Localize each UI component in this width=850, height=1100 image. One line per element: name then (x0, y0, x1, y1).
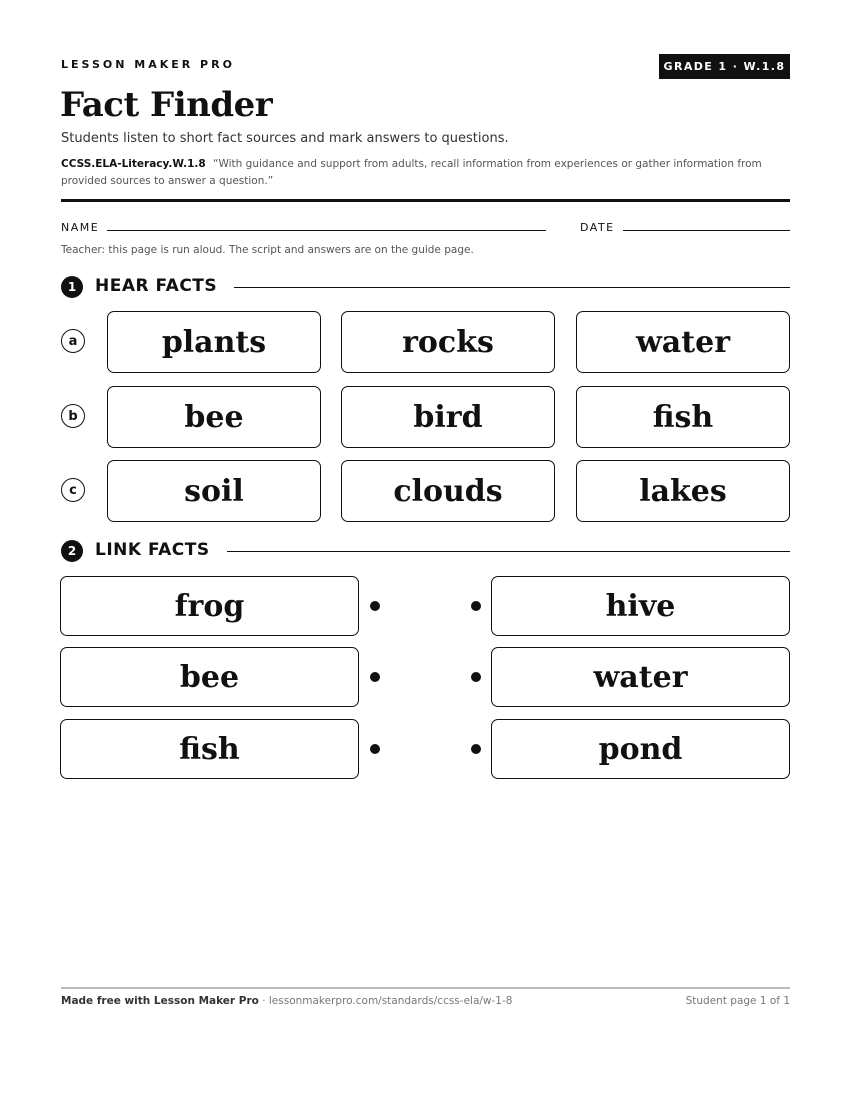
row-letter-a: a (61, 329, 85, 353)
footer-divider (61, 987, 790, 989)
match-right-card[interactable]: pond (491, 719, 790, 779)
answer-option-card[interactable]: soil (107, 460, 321, 522)
answer-option-card[interactable]: bird (341, 386, 555, 448)
match-dot-right[interactable] (471, 744, 481, 754)
standard-text: “With guidance and support from adults, recall information from experiences or gather information from provided sources to answer a question.” (61, 158, 762, 187)
section-title: LINK FACTS (95, 540, 210, 560)
section-title: HEAR FACTS (95, 276, 218, 296)
grade-badge: GRADE 1 · W.1.8 (659, 54, 790, 79)
section-divider (234, 287, 790, 288)
section-number-badge: 2 (61, 540, 83, 562)
name-field[interactable] (107, 230, 546, 231)
match-left-card[interactable]: frog (60, 576, 359, 636)
footer-separator: · (258, 995, 269, 1007)
answer-option-card[interactable]: plants (107, 311, 321, 373)
match-right-card[interactable]: hive (491, 576, 790, 636)
name-label: NAME (61, 221, 100, 234)
footer-credit (61, 995, 512, 1007)
match-dot-left[interactable] (370, 672, 380, 682)
standard-code: CCSS.ELA-Literacy.W.1.8 (61, 158, 206, 170)
section-divider (227, 551, 790, 552)
page-subtitle: Students listen to short fact sources and mark answers to questions. (61, 131, 509, 146)
match-dot-right[interactable] (471, 601, 481, 611)
date-label: DATE (580, 221, 615, 234)
standard-description (61, 156, 791, 190)
header-divider (61, 199, 790, 202)
section-number-badge: 1 (61, 276, 83, 298)
page-title: Fact Finder (60, 85, 273, 125)
match-right-card[interactable]: water (491, 647, 790, 707)
date-field[interactable] (623, 230, 790, 231)
match-dot-left[interactable] (370, 744, 380, 754)
match-dot-right[interactable] (471, 672, 481, 682)
footer-made-with: Made free with Lesson Maker Pro (61, 995, 259, 1007)
match-left-card[interactable]: bee (60, 647, 359, 707)
row-letter-c: c (61, 478, 85, 502)
answer-option-card[interactable]: rocks (341, 311, 555, 373)
answer-option-card[interactable]: clouds (341, 460, 555, 522)
answer-option-card[interactable]: bee (107, 386, 321, 448)
row-letter-b: b (61, 404, 85, 428)
answer-option-card[interactable]: water (576, 311, 790, 373)
footer-page-number: Student page 1 of 1 (685, 995, 790, 1007)
brand-name: LESSON MAKER PRO (61, 58, 235, 71)
answer-option-card[interactable]: fish (576, 386, 790, 448)
footer-url[interactable]: lessonmakerpro.com/standards/ccss-ela/w-1-8 (268, 995, 513, 1007)
answer-option-card[interactable]: lakes (576, 460, 790, 522)
match-dot-left[interactable] (370, 601, 380, 611)
match-left-card[interactable]: fish (60, 719, 359, 779)
teacher-note: Teacher: this page is run aloud. The script and answers are on the guide page. (61, 244, 474, 256)
